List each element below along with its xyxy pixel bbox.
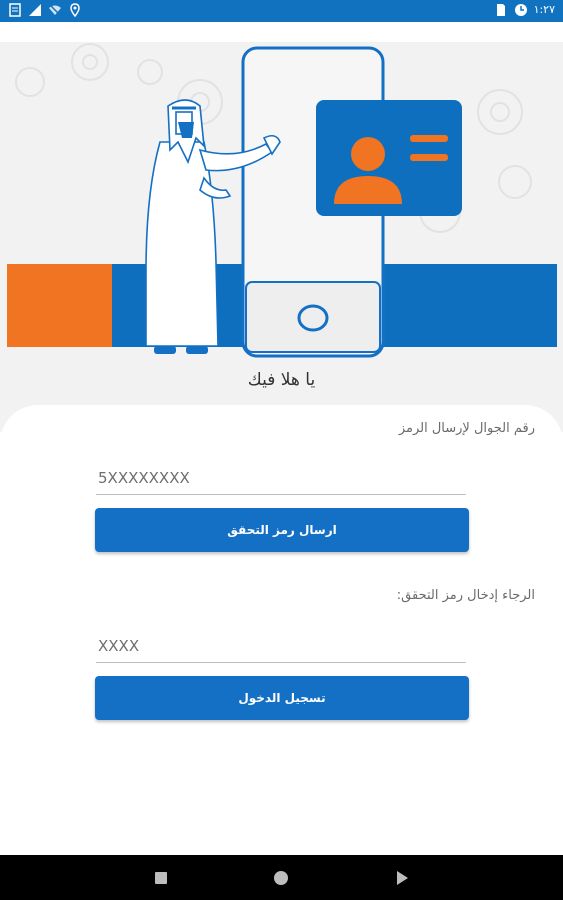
recent-apps-icon[interactable] — [152, 869, 170, 887]
signal-icon — [28, 3, 42, 17]
orange-block — [7, 264, 112, 347]
status-time: ١:٢٧ — [533, 3, 555, 16]
sim-icon — [494, 3, 508, 17]
location-icon — [68, 3, 82, 17]
nav-bar — [0, 855, 563, 900]
back-icon[interactable] — [393, 869, 411, 887]
hero-illustration — [0, 42, 563, 432]
sync-icon — [514, 3, 528, 17]
login-card — [0, 405, 563, 855]
login-button[interactable]: تسجيل الدخول — [95, 676, 469, 720]
send-code-button[interactable]: ارسال رمز التحقق — [95, 508, 469, 552]
wifi-off-icon — [48, 3, 62, 17]
home-icon[interactable] — [272, 869, 290, 887]
code-label: الرجاء إدخال رمز التحقق: — [396, 588, 535, 603]
notification-icon — [8, 3, 22, 17]
status-bar — [0, 0, 563, 22]
phone-input[interactable] — [96, 461, 466, 495]
welcome-text: يا هلا فيك — [247, 370, 316, 390]
id-card — [316, 100, 462, 216]
code-input[interactable] — [96, 629, 466, 663]
phone-label: رقم الجوال لإرسال الرمز — [398, 421, 535, 436]
top-strip — [0, 22, 563, 42]
